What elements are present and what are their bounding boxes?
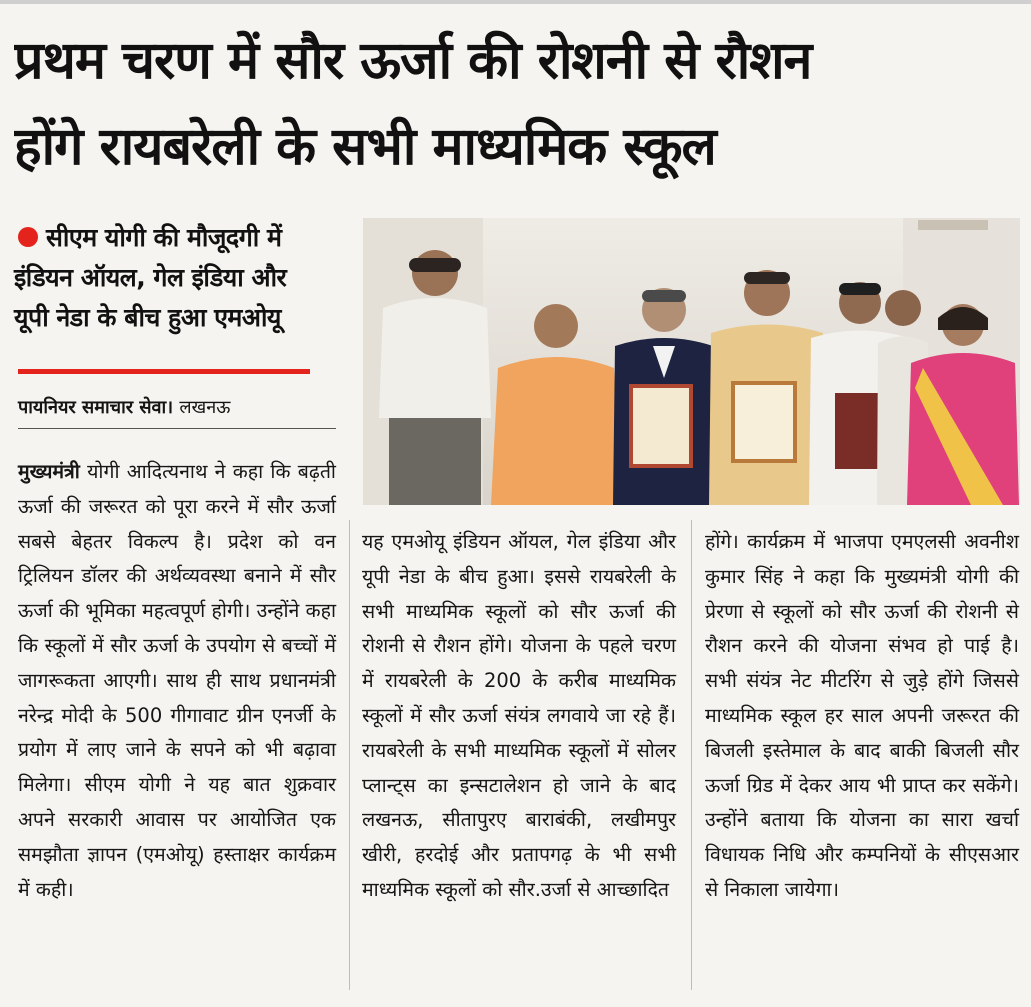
red-bullet-icon — [18, 227, 38, 247]
headline-line-1: प्रथम चरण में सौर ऊर्जा की रोशनी से रौशन — [14, 31, 812, 91]
top-rule — [0, 0, 1031, 4]
byline-agency: पायनियर समाचार सेवा। — [18, 397, 174, 418]
article-column-3-text: होंगे। कार्यक्रम में भाजपा एमएलसी अवनीश कुमार सिंह ने कहा कि मुख्यमंत्री योगी की प्रेरणा से स्कूलों को सौर ऊर्जा की रोशनी से रौशन करने की योजना संभव हो पाई है। सभी संयंत्र नेट मीटरिंग से जुड़े होंगे जिससे माध्यमिक स्कूल हर साल अपनी जरूरत की बिजली इस्तेमाल के बाद बाकी बिजली सौर ऊर्जा ग्रिड में देकर आय भी प्राप्त कर सकेंगे। उन्होंने बताया कि योजना का सारा खर्चा विधायक निधि और कम्पनियों के सीएसआर से निकाला जायेगा। — [705, 530, 1019, 901]
news-photo-illustration — [363, 218, 1020, 505]
column-divider — [349, 520, 350, 990]
article-column-2-text: यह एमओयू इंडियन ऑयल, गेल इंडिया और यूपी नेडा के बीच हुआ। इससे रायबरेली के सभी माध्यमिक स्कूलों को सौर ऊर्जा की रोशनी से रौशन होंगे। योजना के पहले चरण में रायबरेली के 200 के करीब माध्यमिक स्कूलों में सौर ऊर्जा संयंत्र लगवाये जा रहे हैं। रायबरेली के सभी माध्यमिक स्कूलों में सोलर प्लान्ट्स का इन्सटालेशन हो जाने के बाद लखनऊ, सीतापुरए बाराबंकी, लखीमपुर खीरी, हरदोई और प्रतापगढ़ के भी सभी माध्यमिक स्कूलों को सौर.उर्जा से आच्छादित — [362, 530, 676, 901]
subheadline-line-3: यूपी नेडा के बीच हुआ एमओयू — [14, 303, 281, 332]
headline-line-2: होंगे रायबरेली के सभी माध्यमिक स्कूल — [14, 117, 716, 177]
column-divider — [691, 520, 692, 990]
article-lead-word: मुख्यमंत्री — [18, 460, 80, 483]
news-photo — [363, 218, 1020, 505]
red-underline — [18, 369, 310, 374]
article-column-1 — [18, 455, 336, 907]
byline — [18, 394, 338, 422]
subheadline — [14, 218, 344, 338]
article-column-1-text: योगी आदित्यनाथ ने कहा कि बढ़ती ऊर्जा की जरूरत को पूरा करने में सौर ऊर्जा सबसे बेहतर विकल्प है। प्रदेश को वन ट्रिलियन डॉलर की अर्थव्यवस्था बनाने में सौर ऊर्जा की भूमिका महत्वपूर्ण होगी। उन्होंने कहा कि स्कूलों में सौर ऊर्जा के उपयोग से बच्चों में जागरूकता आएगी। साथ ही साथ प्रधानमंत्री नरेन्द्र मोदी के 500 गीगावाट ग्रीन एनर्जी के प्रयोग में लाए जाने के सपने को भी बढ़ावा मिलेगा। सीएम योगी ने यह बात शुक्रवार अपने सरकारी आवास पर आयोजित एक समझौता ज्ञापन (एमओयू) हस्ताक्षर कार्यक्रम में कही। — [18, 460, 336, 901]
byline-rule — [18, 428, 336, 429]
subheadline-text-1: सीएम योगी की मौजूदगी में — [46, 223, 282, 252]
subheadline-line-2: इंडियन ऑयल, गेल इंडिया और — [14, 263, 287, 292]
subheadline-line-1 — [14, 218, 344, 258]
article-column-3 — [705, 525, 1019, 908]
article-column-2 — [362, 525, 676, 908]
byline-city: लखनऊ — [179, 397, 231, 418]
